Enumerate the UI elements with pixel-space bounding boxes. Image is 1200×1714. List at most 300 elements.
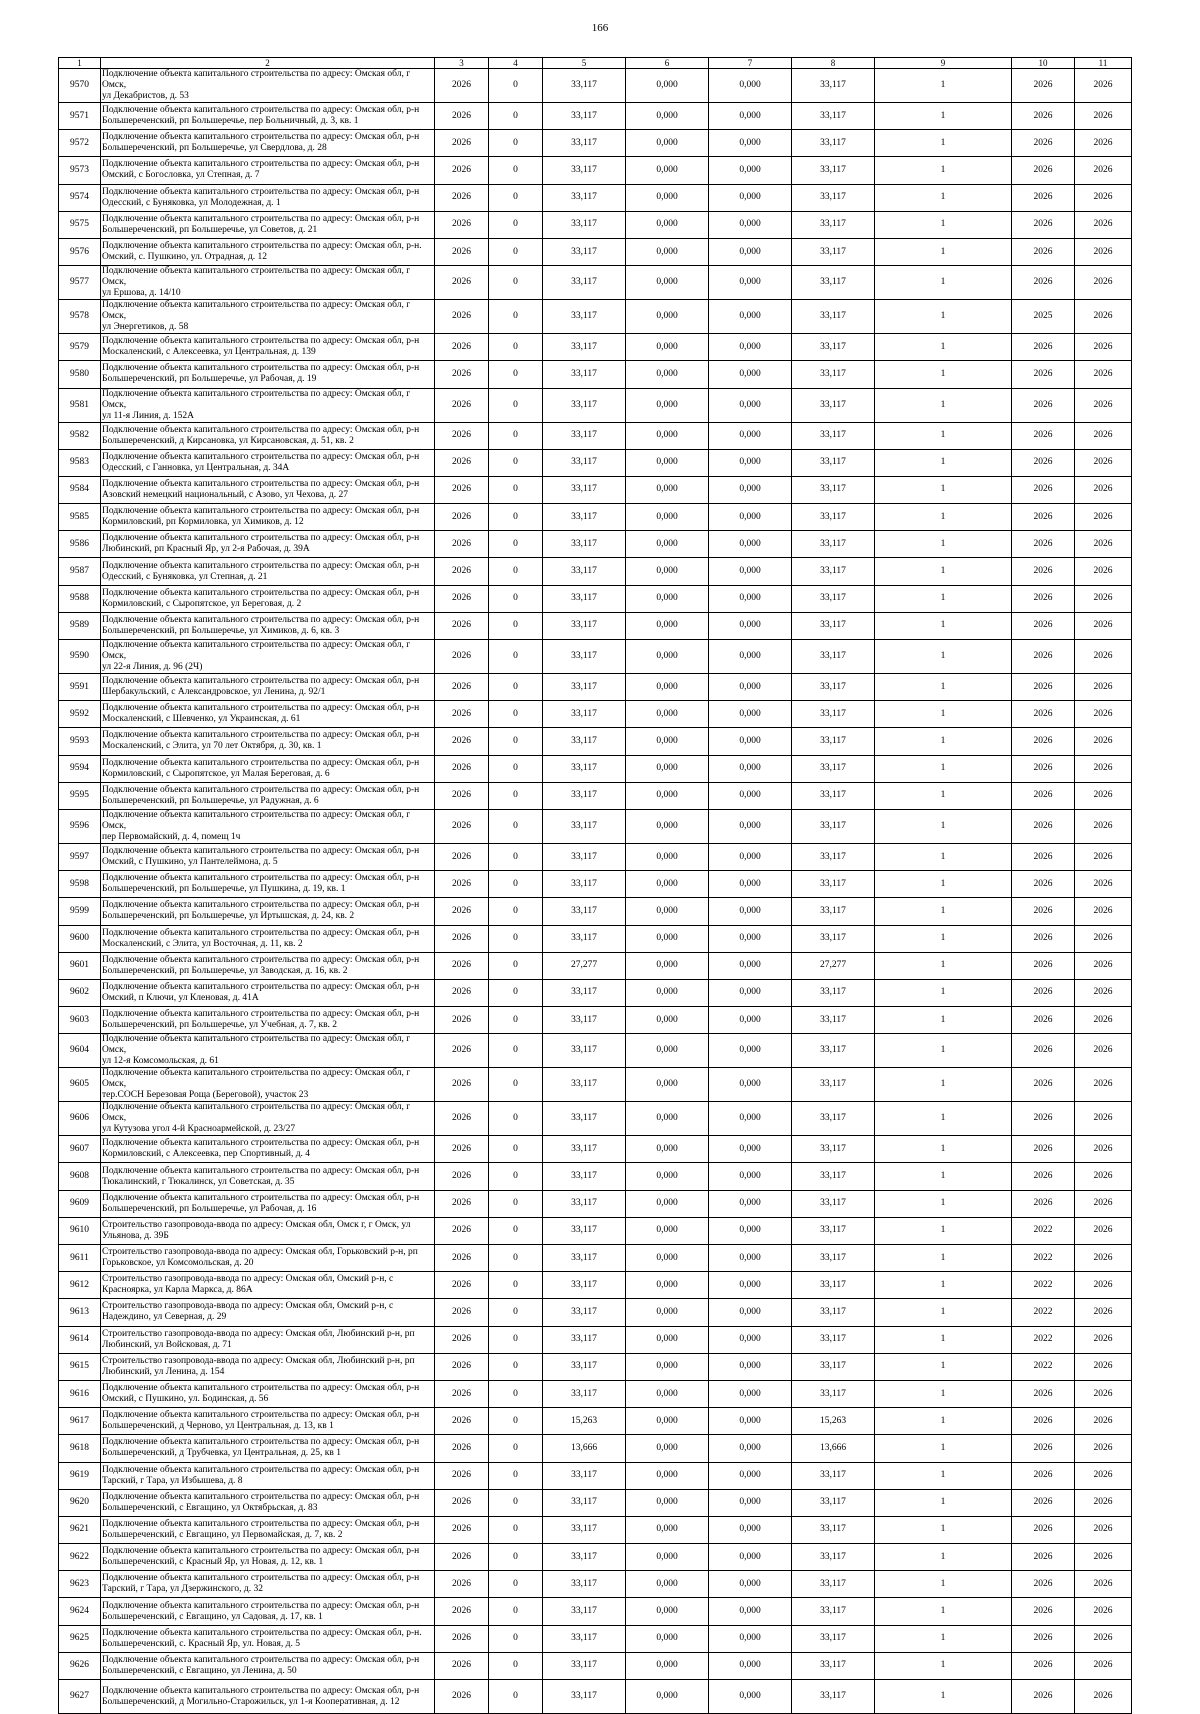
cell-c8: 33,117 — [792, 238, 875, 265]
cell-c10: 2026 — [1012, 1489, 1075, 1516]
description-line: Подключение объекта капитального строительства по адресу: Омская обл, р-н — [102, 757, 420, 768]
object-description — [101, 728, 435, 755]
cell-c7: 0,000 — [709, 504, 792, 531]
cell-c5: 33,117 — [543, 898, 626, 925]
row-number: 9596 — [59, 809, 101, 843]
description-line: Большереченский, с Красный Яр, ул Новая, д. 12, кв. 1 — [102, 1557, 324, 1568]
table-row — [59, 334, 1132, 361]
description-line: Подключение объекта капитального строительства по адресу: Омская обл, р-н — [102, 587, 420, 598]
object-description — [101, 1326, 435, 1353]
cell-c4: 0 — [489, 422, 543, 449]
cell-c10: 2026 — [1012, 1544, 1075, 1571]
cell-c9: 1 — [875, 69, 1012, 103]
cell-c10: 2026 — [1012, 1680, 1075, 1714]
cell-c7: 0,000 — [709, 103, 792, 130]
object-description — [101, 871, 435, 898]
description-line: Любинский, ул Ленина, д. 154 — [102, 1366, 225, 1377]
description-line: Одесский, с Буняковка, ул Степная, д. 21 — [102, 571, 268, 582]
cell-c9: 1 — [875, 728, 1012, 755]
description-line: Подключение объекта капитального строительства по адресу: Омская обл, р-н — [102, 424, 420, 435]
column-number: 7 — [709, 58, 792, 69]
description-line: Любинский, рп Красный Яр, ул 2-я Рабочая, д. 39А — [102, 544, 310, 555]
object-description — [101, 1272, 435, 1299]
description-line: Москаленский, с Элита, ул 70 лет Октября, д. 30, кв. 1 — [102, 741, 322, 752]
cell-c4: 0 — [489, 674, 543, 701]
cell-c6: 0,000 — [626, 1190, 709, 1217]
cell-c4: 0 — [489, 1245, 543, 1272]
cell-c11: 2026 — [1075, 558, 1132, 585]
cell-c9: 1 — [875, 1516, 1012, 1543]
row-number: 9600 — [59, 925, 101, 952]
cell-c5: 33,117 — [543, 843, 626, 870]
cell-c7: 0,000 — [709, 782, 792, 809]
table-row — [59, 640, 1132, 674]
description-line: Большереченский, рп Большеречье, ул Иртышская, д. 24, кв. 2 — [102, 911, 355, 922]
cell-c5: 33,117 — [543, 1163, 626, 1190]
cell-c3: 2026 — [435, 701, 489, 728]
object-description — [101, 1462, 435, 1489]
cell-c4: 0 — [489, 69, 543, 103]
table-body — [59, 58, 1132, 1714]
cell-c11: 2026 — [1075, 1190, 1132, 1217]
table-row — [59, 449, 1132, 476]
object-description — [101, 612, 435, 639]
cell-c6: 0,000 — [626, 558, 709, 585]
cell-c10: 2026 — [1012, 871, 1075, 898]
description-line: Шербакульский, с Александровское, ул Ленина, д. 92/1 — [102, 687, 326, 698]
cell-c4: 0 — [489, 130, 543, 157]
cell-c6: 0,000 — [626, 1068, 709, 1102]
cell-c3: 2026 — [435, 361, 489, 388]
cell-c5: 33,117 — [543, 612, 626, 639]
row-number: 9574 — [59, 184, 101, 211]
table-row — [59, 1326, 1132, 1353]
description-line: Подключение объекта капитального строительства по адресу: Омская обл, р-н — [102, 730, 420, 741]
cell-c4: 0 — [489, 952, 543, 979]
row-number: 9575 — [59, 211, 101, 238]
cell-c4: 0 — [489, 1489, 543, 1516]
cell-c4: 0 — [489, 1462, 543, 1489]
cell-c11: 2026 — [1075, 1516, 1132, 1543]
cell-c5: 15,263 — [543, 1408, 626, 1435]
table-row — [59, 925, 1132, 952]
table-row — [59, 1190, 1132, 1217]
cell-c10: 2026 — [1012, 238, 1075, 265]
cell-c5: 33,117 — [543, 476, 626, 503]
table-row — [59, 558, 1132, 585]
cell-c8: 33,117 — [792, 1571, 875, 1598]
cell-c8: 33,117 — [792, 1007, 875, 1034]
cell-c4: 0 — [489, 211, 543, 238]
cell-c8: 33,117 — [792, 1068, 875, 1102]
cell-c6: 0,000 — [626, 1272, 709, 1299]
object-description — [101, 1190, 435, 1217]
description-line: Москаленский, с Элита, ул Восточная, д. 11, кв. 2 — [102, 938, 303, 949]
cell-c3: 2026 — [435, 1516, 489, 1543]
cell-c11: 2026 — [1075, 728, 1132, 755]
cell-c5: 33,117 — [543, 211, 626, 238]
cell-c11: 2026 — [1075, 1163, 1132, 1190]
cell-c7: 0,000 — [709, 843, 792, 870]
cell-c11: 2026 — [1075, 1571, 1132, 1598]
cell-c11: 2026 — [1075, 1380, 1132, 1407]
cell-c8: 33,117 — [792, 782, 875, 809]
cell-c6: 0,000 — [626, 809, 709, 843]
cell-c5: 33,117 — [543, 1380, 626, 1407]
row-number: 9622 — [59, 1544, 101, 1571]
cell-c7: 0,000 — [709, 674, 792, 701]
description-line: ул Ершова, д. 14/10 — [102, 288, 181, 299]
cell-c4: 0 — [489, 1068, 543, 1102]
cell-c10: 2026 — [1012, 674, 1075, 701]
cell-c11: 2026 — [1075, 1034, 1132, 1068]
cell-c7: 0,000 — [709, 1408, 792, 1435]
cell-c10: 2022 — [1012, 1272, 1075, 1299]
cell-c7: 0,000 — [709, 361, 792, 388]
cell-c11: 2026 — [1075, 1625, 1132, 1652]
cell-c3: 2026 — [435, 300, 489, 334]
cell-c5: 33,117 — [543, 1544, 626, 1571]
cell-c7: 0,000 — [709, 728, 792, 755]
description-line: Большереченский, рп Большеречье, ул Радужная, д. 6 — [102, 795, 319, 806]
cell-c8: 33,117 — [792, 1489, 875, 1516]
object-description — [101, 1489, 435, 1516]
description-line: Подключение объекта капитального строительства по адресу: Омская обл, р-н — [102, 1600, 420, 1611]
cell-c6: 0,000 — [626, 1408, 709, 1435]
cell-c4: 0 — [489, 1102, 543, 1136]
row-number: 9593 — [59, 728, 101, 755]
cell-c10: 2026 — [1012, 130, 1075, 157]
cell-c5: 33,117 — [543, 871, 626, 898]
cell-c8: 33,117 — [792, 809, 875, 843]
cell-c5: 33,117 — [543, 334, 626, 361]
cell-c7: 0,000 — [709, 701, 792, 728]
cell-c3: 2026 — [435, 238, 489, 265]
cell-c8: 33,117 — [792, 1217, 875, 1244]
cell-c9: 1 — [875, 103, 1012, 130]
cell-c6: 0,000 — [626, 361, 709, 388]
cell-c7: 0,000 — [709, 266, 792, 300]
cell-c7: 0,000 — [709, 1516, 792, 1543]
cell-c9: 1 — [875, 1299, 1012, 1326]
cell-c10: 2022 — [1012, 1245, 1075, 1272]
cell-c6: 0,000 — [626, 1380, 709, 1407]
cell-c3: 2026 — [435, 585, 489, 612]
cell-c5: 27,277 — [543, 952, 626, 979]
cell-c3: 2026 — [435, 558, 489, 585]
cell-c8: 33,117 — [792, 701, 875, 728]
cell-c6: 0,000 — [626, 422, 709, 449]
object-description — [101, 422, 435, 449]
cell-c7: 0,000 — [709, 1625, 792, 1652]
table-row — [59, 1102, 1132, 1136]
object-description — [101, 925, 435, 952]
cell-c6: 0,000 — [626, 1680, 709, 1714]
row-number: 9599 — [59, 898, 101, 925]
cell-c10: 2026 — [1012, 1102, 1075, 1136]
cell-c3: 2026 — [435, 674, 489, 701]
description-line: Подключение объекта капитального строительства по адресу: Омская обл, р-н — [102, 560, 420, 571]
cell-c10: 2026 — [1012, 1190, 1075, 1217]
cell-c9: 1 — [875, 1652, 1012, 1679]
cell-c10: 2026 — [1012, 1598, 1075, 1625]
cell-c9: 1 — [875, 871, 1012, 898]
description-line: Тарский, г Тара, ул Избышева, д. 8 — [102, 1475, 243, 1486]
description-line: ул 12-я Комсомольская, д. 61 — [102, 1056, 219, 1067]
description-line: Большереченский, д Кирсановка, ул Кирсановская, д. 51, кв. 2 — [102, 435, 354, 446]
page-number: 166 — [591, 22, 609, 34]
cell-c10: 2026 — [1012, 1163, 1075, 1190]
object-description — [101, 1625, 435, 1652]
cell-c4: 0 — [489, 782, 543, 809]
cell-c7: 0,000 — [709, 1034, 792, 1068]
cell-c7: 0,000 — [709, 1489, 792, 1516]
cell-c7: 0,000 — [709, 809, 792, 843]
cell-c7: 0,000 — [709, 1102, 792, 1136]
cell-c9: 1 — [875, 334, 1012, 361]
cell-c3: 2026 — [435, 843, 489, 870]
cell-c9: 1 — [875, 1598, 1012, 1625]
cell-c9: 1 — [875, 449, 1012, 476]
cell-c8: 33,117 — [792, 531, 875, 558]
column-number: 3 — [435, 58, 489, 69]
cell-c11: 2026 — [1075, 211, 1132, 238]
cell-c10: 2026 — [1012, 1516, 1075, 1543]
cell-c3: 2026 — [435, 1435, 489, 1462]
cell-c5: 33,117 — [543, 1489, 626, 1516]
cell-c3: 2026 — [435, 157, 489, 184]
description-line: Подключение объекта капитального строительства по адресу: Омская обл, р-н — [102, 1165, 420, 1176]
description-line: Подключение объекта капитального строительства по адресу: Омская обл, р-н — [102, 846, 420, 857]
table-row — [59, 612, 1132, 639]
cell-c11: 2026 — [1075, 1299, 1132, 1326]
cell-c7: 0,000 — [709, 612, 792, 639]
cell-c5: 33,117 — [543, 1245, 626, 1272]
object-description — [101, 952, 435, 979]
cell-c7: 0,000 — [709, 1217, 792, 1244]
cell-c4: 0 — [489, 157, 543, 184]
cell-c10: 2026 — [1012, 843, 1075, 870]
description-line: Подключение объекта капитального строительства по адресу: Омская обл, г Омск, — [102, 1102, 411, 1124]
object-description — [101, 1217, 435, 1244]
table-row — [59, 585, 1132, 612]
cell-c4: 0 — [489, 755, 543, 782]
cell-c6: 0,000 — [626, 925, 709, 952]
cell-c6: 0,000 — [626, 612, 709, 639]
row-number: 9620 — [59, 1489, 101, 1516]
cell-c3: 2026 — [435, 211, 489, 238]
description-line: Подключение объекта капитального строительства по адресу: Омская обл, р-н — [102, 186, 420, 197]
cell-c5: 33,117 — [543, 755, 626, 782]
cell-c10: 2026 — [1012, 1136, 1075, 1163]
cell-c6: 0,000 — [626, 266, 709, 300]
cell-c10: 2026 — [1012, 531, 1075, 558]
cell-c6: 0,000 — [626, 238, 709, 265]
row-number: 9592 — [59, 701, 101, 728]
cell-c11: 2026 — [1075, 585, 1132, 612]
table-row — [59, 1068, 1132, 1102]
cell-c11: 2026 — [1075, 1217, 1132, 1244]
description-line: Строительство газопровода-ввода по адресу: Омская обл, Любинский р-н, рп — [102, 1328, 415, 1339]
object-description — [101, 809, 435, 843]
cell-c9: 1 — [875, 585, 1012, 612]
object-description — [101, 1380, 435, 1407]
cell-c7: 0,000 — [709, 640, 792, 674]
cell-c11: 2026 — [1075, 1245, 1132, 1272]
cell-c9: 1 — [875, 979, 1012, 1006]
cell-c10: 2026 — [1012, 1034, 1075, 1068]
cell-c4: 0 — [489, 1034, 543, 1068]
cell-c3: 2026 — [435, 334, 489, 361]
description-line: Большереченский, с Евгащино, ул Садовая, д. 17, кв. 1 — [102, 1611, 323, 1622]
cell-c7: 0,000 — [709, 1544, 792, 1571]
cell-c8: 33,117 — [792, 585, 875, 612]
cell-c8: 33,117 — [792, 1680, 875, 1714]
cell-c6: 0,000 — [626, 1544, 709, 1571]
object-description — [101, 1435, 435, 1462]
cell-c8: 33,117 — [792, 334, 875, 361]
cell-c9: 1 — [875, 1380, 1012, 1407]
cell-c3: 2026 — [435, 1462, 489, 1489]
cell-c5: 33,117 — [543, 1353, 626, 1380]
cell-c10: 2026 — [1012, 612, 1075, 639]
cell-c7: 0,000 — [709, 1326, 792, 1353]
cell-c8: 33,117 — [792, 1272, 875, 1299]
description-line: Кормиловский, с Сыропятское, ул Береговая, д. 2 — [102, 598, 302, 609]
cell-c3: 2026 — [435, 388, 489, 422]
cell-c9: 1 — [875, 755, 1012, 782]
description-line: Подключение объекта капитального строительства по адресу: Омская обл, р-н — [102, 784, 420, 795]
cell-c8: 33,117 — [792, 755, 875, 782]
cell-c11: 2026 — [1075, 422, 1132, 449]
cell-c11: 2026 — [1075, 1462, 1132, 1489]
cell-c8: 33,117 — [792, 69, 875, 103]
description-line: Азовский немецкий национальный, с Азово, ул Чехова, д. 27 — [102, 489, 348, 500]
cell-c4: 0 — [489, 184, 543, 211]
table-row — [59, 211, 1132, 238]
object-description — [101, 334, 435, 361]
cell-c6: 0,000 — [626, 755, 709, 782]
description-line: Подключение объекта капитального строительства по адресу: Омская обл, р-н — [102, 873, 420, 884]
cell-c7: 0,000 — [709, 952, 792, 979]
description-line: Омский, с Пушкино, ул Пантелеймона, д. 5 — [102, 857, 278, 868]
table-row — [59, 531, 1132, 558]
cell-c5: 33,117 — [543, 1272, 626, 1299]
column-number: 8 — [792, 58, 875, 69]
cell-c11: 2026 — [1075, 69, 1132, 103]
description-line: Большереченский, рп Большеречье, ул Советов, д. 21 — [102, 224, 318, 235]
cell-c8: 33,117 — [792, 843, 875, 870]
description-line: ул Кутузова угол 4-й Красноармейской, д. 23/27 — [102, 1124, 296, 1135]
cell-c5: 33,117 — [543, 422, 626, 449]
description-line: Ульянова, д. 39Б — [102, 1230, 169, 1241]
cell-c8: 27,277 — [792, 952, 875, 979]
cell-c10: 2026 — [1012, 334, 1075, 361]
description-line: пер Первомайский, д. 4, помещ 1ч — [102, 831, 241, 842]
object-description — [101, 1598, 435, 1625]
description-line: Строительство газопровода-ввода по адресу: Омская обл, Горьковский р-н, рп — [102, 1247, 418, 1258]
row-number: 9597 — [59, 843, 101, 870]
cell-c9: 1 — [875, 558, 1012, 585]
cell-c3: 2026 — [435, 1544, 489, 1571]
table-row — [59, 1571, 1132, 1598]
object-description — [101, 531, 435, 558]
row-number: 9571 — [59, 103, 101, 130]
cell-c3: 2026 — [435, 782, 489, 809]
cell-c10: 2026 — [1012, 1408, 1075, 1435]
object-description — [101, 1163, 435, 1190]
cell-c3: 2026 — [435, 755, 489, 782]
cell-c10: 2026 — [1012, 809, 1075, 843]
description-line: Подключение объекта капитального строительства по адресу: Омская обл, г Омск, — [102, 640, 411, 661]
cell-c4: 0 — [489, 1435, 543, 1462]
cell-c9: 1 — [875, 157, 1012, 184]
object-description — [101, 1571, 435, 1598]
cell-c11: 2026 — [1075, 1272, 1132, 1299]
cell-c4: 0 — [489, 103, 543, 130]
description-line: Подключение объекта капитального строительства по адресу: Омская обл, р-н — [102, 1009, 420, 1020]
cell-c11: 2026 — [1075, 1068, 1132, 1102]
cell-c6: 0,000 — [626, 504, 709, 531]
table-row — [59, 809, 1132, 843]
cell-c10: 2026 — [1012, 103, 1075, 130]
description-line: Кормиловский, с Сыропятское, ул Малая Береговая, д. 6 — [102, 768, 330, 779]
cell-c7: 0,000 — [709, 1353, 792, 1380]
table-row — [59, 1544, 1132, 1571]
cell-c11: 2026 — [1075, 449, 1132, 476]
cell-c9: 1 — [875, 504, 1012, 531]
cell-c8: 33,117 — [792, 558, 875, 585]
cell-c9: 1 — [875, 1068, 1012, 1102]
cell-c10: 2026 — [1012, 1007, 1075, 1034]
cell-c3: 2026 — [435, 1217, 489, 1244]
description-line: Подключение объекта капитального строительства по адресу: Омская обл, р-н — [102, 676, 420, 687]
row-number: 9615 — [59, 1353, 101, 1380]
table-row — [59, 701, 1132, 728]
cell-c9: 1 — [875, 1353, 1012, 1380]
cell-c7: 0,000 — [709, 449, 792, 476]
cell-c5: 33,117 — [543, 979, 626, 1006]
cell-c5: 33,117 — [543, 1462, 626, 1489]
table-row — [59, 1245, 1132, 1272]
cell-c4: 0 — [489, 531, 543, 558]
description-line: Подключение объекта капитального строительства по адресу: Омская обл, г Омск, — [102, 69, 411, 90]
description-line: Омский, с Пушкино, ул. Бодинская, д. 56 — [102, 1394, 269, 1405]
cell-c11: 2026 — [1075, 103, 1132, 130]
cell-c6: 0,000 — [626, 1625, 709, 1652]
cell-c5: 33,117 — [543, 1068, 626, 1102]
cell-c7: 0,000 — [709, 531, 792, 558]
description-line: Подключение объекта капитального строительства по адресу: Омская обл, р-н — [102, 159, 420, 170]
cell-c5: 33,117 — [543, 1007, 626, 1034]
description-line: Москаленский, с Алексеевка, ул Центральная, д. 139 — [102, 347, 316, 358]
cell-c10: 2022 — [1012, 1299, 1075, 1326]
cell-c3: 2026 — [435, 898, 489, 925]
cell-c5: 33,117 — [543, 728, 626, 755]
cell-c4: 0 — [489, 1299, 543, 1326]
cell-c8: 33,117 — [792, 898, 875, 925]
cell-c8: 33,117 — [792, 1190, 875, 1217]
description-line: тер.СОСН Березовая Роща (Береговой), участок 23 — [102, 1090, 309, 1101]
cell-c5: 33,117 — [543, 1571, 626, 1598]
cell-c5: 33,117 — [543, 1625, 626, 1652]
row-number: 9579 — [59, 334, 101, 361]
cell-c6: 0,000 — [626, 1652, 709, 1679]
description-line: Подключение объекта капитального строительства по адресу: Омская обл, р-н — [102, 533, 420, 544]
cell-c6: 0,000 — [626, 979, 709, 1006]
cell-c4: 0 — [489, 1652, 543, 1679]
cell-c8: 15,263 — [792, 1408, 875, 1435]
